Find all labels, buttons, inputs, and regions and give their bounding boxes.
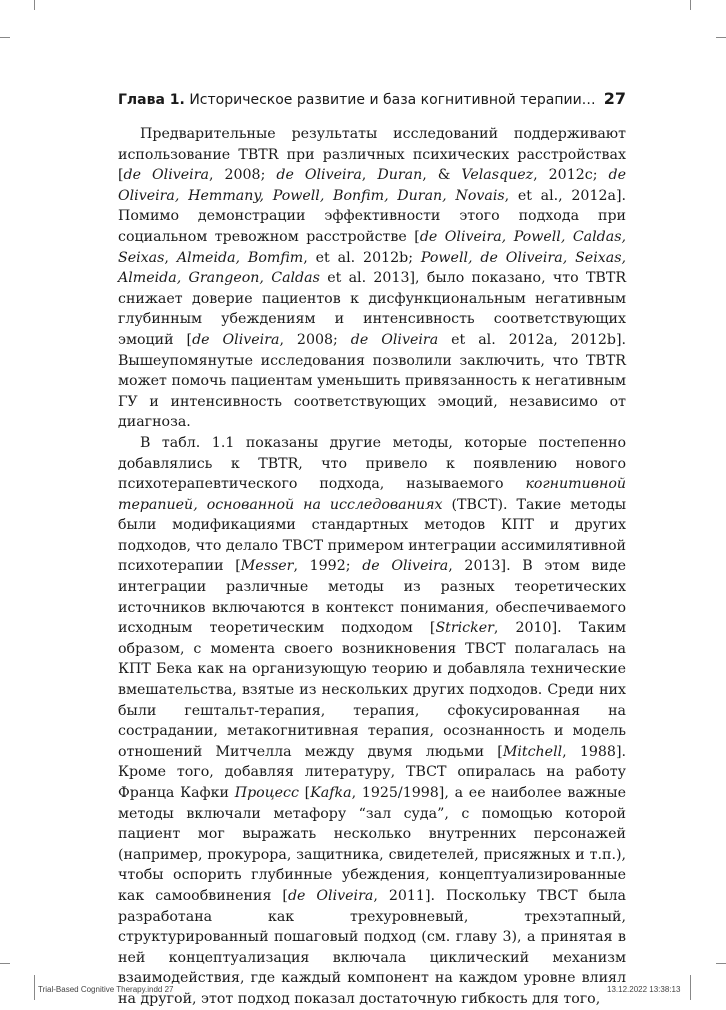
citation-italic: Almeida, Bomfim <box>176 249 304 266</box>
citation-italic: Messer <box>240 558 294 575</box>
crop-mark-left-upper <box>0 37 10 38</box>
citation-italic: de Oliveira <box>123 167 209 184</box>
text-run: , 1988]. Кроме того, добавляя литературу, TBCT опиралась на работу Франца Кафки <box>118 743 626 801</box>
crop-mark-bottom-left <box>34 975 35 1000</box>
text-run: et al. 2013], было показано, что TBTR снижает доверие пациентов к дисфункциональным негативным глубинным убеждениям и интенсивность соответствующих эмоций [ <box>118 270 626 348</box>
crop-mark-top-right <box>690 0 691 10</box>
text-run: , 2010]. Таким образом, с момента своего возникновения TBCT полагалась на КПТ Бека как на организующую теорию и добавляла технические вмешательства, взятые из нескольких других подходов. Среди них были гештальт-терапия, терапия, сфокусированная на сострадании, метакогнитивная терапия, осознанность и модель отношений Митчелла между двумя людьми [ <box>118 620 626 760</box>
footer-timestamp: 13.12.2022 13:38:13 <box>607 985 681 994</box>
citation-italic: de Oliveira <box>362 558 449 575</box>
citation-italic: de Oliveira <box>192 331 280 348</box>
citation-italic: Powell, de Oliveira, Seixas, Almeida, Grangeon, Caldas <box>118 249 626 287</box>
crop-mark-left-lower <box>0 963 10 964</box>
running-header <box>118 88 626 112</box>
text-run: , & <box>422 167 462 184</box>
text-run: [ <box>298 785 311 801</box>
chapter-label: Глава 1. <box>118 92 185 108</box>
citation-italic: Velasquez <box>461 167 534 184</box>
citation-italic: Stricker <box>435 620 494 637</box>
text-run: , <box>361 167 378 184</box>
text-run: В табл. 1.1 показаны другие методы, которые постепенно добавлялись к TBTR, что привело к появлению нового психотерапевтического подхода, называемого <box>118 434 626 493</box>
citation-italic: de Oliveira, Hemmany, Powell, Bonfim, Duran, Novais <box>118 167 626 204</box>
citation-italic: Процесс <box>234 785 299 801</box>
crop-mark-bottom-right <box>690 975 691 1000</box>
text-run: , 2008; <box>208 167 277 184</box>
text-run: , 2012c; <box>533 167 609 184</box>
citation-italic: de Oliveira <box>350 331 439 348</box>
body-text <box>118 124 626 1010</box>
citation-italic: de Oliveira, Powell, Caldas, Seixas <box>118 228 627 266</box>
text-run: (TBCT). Такие методы были модификациями стандартных методов КПТ и других подходов, что делало TBCT примером интеграции ассимилятивной психотерапии [ <box>118 496 626 575</box>
crop-mark-right-upper <box>716 37 726 38</box>
text-run: , 2013]. В этом виде интеграции различные методы из разных теоретических источников включаются в контекст понимания, обеспечиваемого исходным теоретическим подходом [ <box>118 558 626 637</box>
citation-italic: de Oliveira <box>287 887 374 904</box>
text-run: , <box>164 249 177 266</box>
crop-mark-right-lower <box>716 963 726 964</box>
text-run: et al. 2012a, 2012b]. Вышеупомянутые исследования позволили заключить, что TBTR может помочь пациентам уменьшить привязанность к негативным ГУ и интенсивность соответствующих эмоций, независимо от диагноза. <box>118 331 626 431</box>
citation-italic: когнитивной терапией, основанной на исследованиях <box>118 476 626 513</box>
text-run: , 1992; <box>293 558 363 575</box>
chapter-title: Историческое развитие и база когнитивной терапии… <box>184 92 596 108</box>
page-number: 27 <box>603 89 626 108</box>
paragraph-2 <box>118 433 626 1010</box>
text-run: , et al., 2012a]. Помимо демонстрации эффективности этого подхода при социальном тревожном расстройстве [ <box>118 187 626 245</box>
text-run: , et al. 2012b; <box>303 249 421 266</box>
text-run: Предварительные результаты исследований поддерживают использование TBTR при различных психических расстройствах [ <box>118 126 626 184</box>
citation-italic: Duran <box>377 167 423 184</box>
crop-mark-top-left <box>34 0 35 10</box>
citation-italic: Mitchell <box>502 743 563 760</box>
paragraph-1 <box>118 124 626 433</box>
text-run: , 1925/1998], а ее наиболее важные методы включали метафору “зал суда”, с помощью которой пациент мог выражать несколько внутренних персонажей (например, прокурора, защитника, свидетелей, присяжных и т.п.), чтобы оспорить глубинные убеждения, концептуализированные как самообвинения [ <box>118 785 626 904</box>
footer-file-info: Trial-Based Cognitive Therapy.indd 27 <box>38 985 174 994</box>
text-run: , 2011]. Поскольку TBCT была разработана как трехуровневый, трехэтапный, структурированный пошаговый подход (см. главу 3), а принятая в ней концептуализация включала циклический механизм взаимодействия, где каждый компонент на каждом уровне влиял на другой, этот подход показал достаточную гибкость для того, <box>118 887 626 1007</box>
citation-italic: de Oliveira <box>276 167 362 184</box>
citation-italic: Kafka <box>310 785 352 801</box>
text-run: , 2008; <box>279 331 351 348</box>
